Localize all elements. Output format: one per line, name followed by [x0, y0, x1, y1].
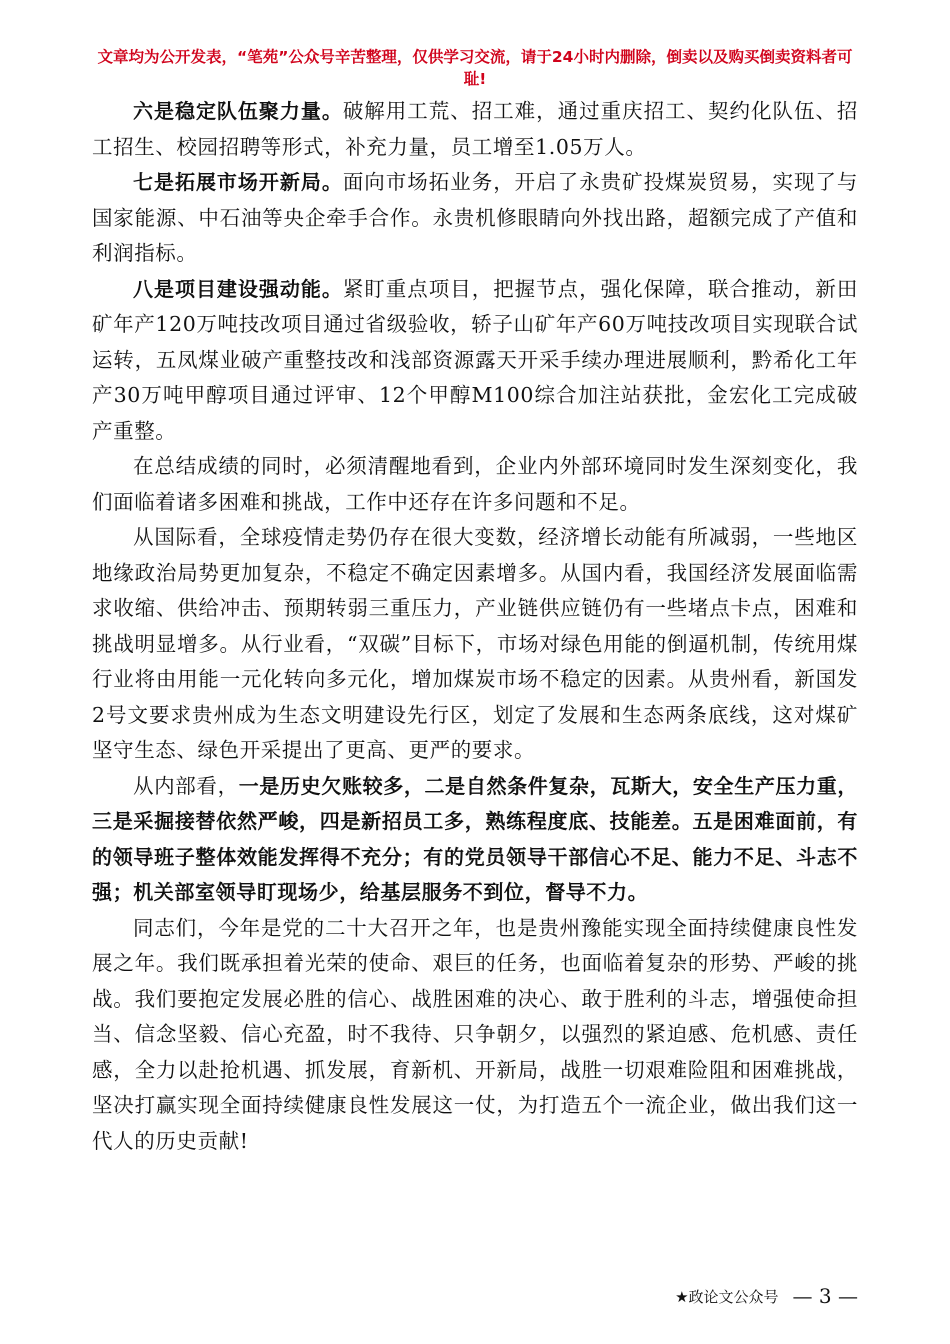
paragraph-lead: 七是拓展市场开新局。 — [133, 170, 343, 194]
copyright-notice: 文章均为公开发表，“笔苑”公众号辛苦整理，仅供学习交流，请于24小时内删除，倒卖以及购买倒卖资料者可耻! — [97, 48, 853, 88]
paragraph-emphasis: 一是历史欠账较多，二是自然条件复杂，瓦斯大，安全生产压力重，三是采掘接替依然严峻，四是新招员工多，熟练程度底、技能差。五是困难面前，有的领导班子整体效能发挥得不充分；有的党员领导干部信心不足、能力不足、斗志不强；机关部室领导盯现场少，给基层服务不到位，督导不力。 — [92, 773, 859, 904]
paragraph-text: 在总结成绩的同时，必须清醒地看到，企业内外部环境同时发生深刻变化，我们面临着诸多困难和挑战，工作中还存在许多问题和不足。 — [92, 454, 858, 514]
paragraph-internal-issues — [92, 769, 858, 911]
paragraph-summary — [92, 449, 858, 520]
paragraph-text: 紧盯重点项目，把握节点，强化保障，联合推动，新田矿年产120万吨技改项目通过省级验收，轿子山矿年产60万吨技改项目实现联合试运转，五凤煤业破产重整技改和浅部资源露天开采手续办理进展顺利，黔希化工年产30万吨甲醇项目通过评审、12个甲醇M100综合加注站获批，金宏化工完成破产重整。 — [92, 276, 859, 443]
paragraph-text: 面向市场拓业务，开启了永贵矿投煤炭贸易，实现了与国家能源、中石油等央企牵手合作。永贵机修眼睛向外找出路，超额完成了产值和利润指标。 — [92, 170, 859, 265]
page-footer — [675, 1284, 858, 1308]
paragraph-seven — [92, 165, 858, 272]
paragraph-closing — [92, 911, 858, 1160]
paragraph-text: 同志们，今年是党的二十大召开之年，也是贵州豫能实现全面持续健康良性发展之年。我们既承担着光荣的使命、艰巨的任务，也面临着复杂的形势、严峻的挑战。我们要抱定发展必胜的信心、战胜困难的决心、敢于胜利的斗志，增强使命担当、信念坚毅、信心充盈，时不我待、只争朝夕，以强烈的紧迫感、危机感、责任感，全力以赴抢机遇、抓发展，育新机、开新局，战胜一切艰难险阻和困难挑战，坚决打赢实现全面持续健康良性发展这一仗，为打造五个一流企业，做出我们这一代人的历史贡献! — [92, 915, 858, 1153]
paragraph-lead: 八是项目建设强动能。 — [133, 276, 343, 301]
paragraph-text: 破解用工荒、招工难，通过重庆招工、契约化队伍、招工招生、校园招聘等形式，补充力量，员工增至1.05万人。 — [92, 99, 859, 159]
paragraph-prefix: 从内部看， — [133, 773, 239, 798]
page-number: — 3 — — [792, 1284, 858, 1308]
paragraph-lead: 六是稳定队伍聚力量。 — [133, 99, 343, 123]
paragraph-external-environment — [92, 520, 858, 769]
document-body — [92, 94, 858, 1159]
paragraph-eight — [92, 272, 858, 450]
paragraph-text: 从国际看，全球疫情走势仍存在很大变数，经济增长动能有所减弱，一些地区地缘政治局势更加复杂，不稳定不确定因素增多。从国内看，我国经济发展面临需求收缩、供给冲击、预期转弱三重压力，产业链供应链仍有一些堵点卡点，困难和挑战明显增多。从行业看，“双碳”目标下，市场对绿色用能的倒逼机制，传统用煤行业将由用能一元化转向多元化，增加煤炭市场不稳定的因素。从贵州看，新国发2号文要求贵州成为生态文明建设先行区，划定了发展和生态两条底线，这对煤矿坚守生态、绿色开采提出了更高、更严的要求。 — [92, 525, 858, 762]
paragraph-six — [92, 94, 858, 165]
footer-source: ★政论文公众号 — [675, 1287, 779, 1306]
